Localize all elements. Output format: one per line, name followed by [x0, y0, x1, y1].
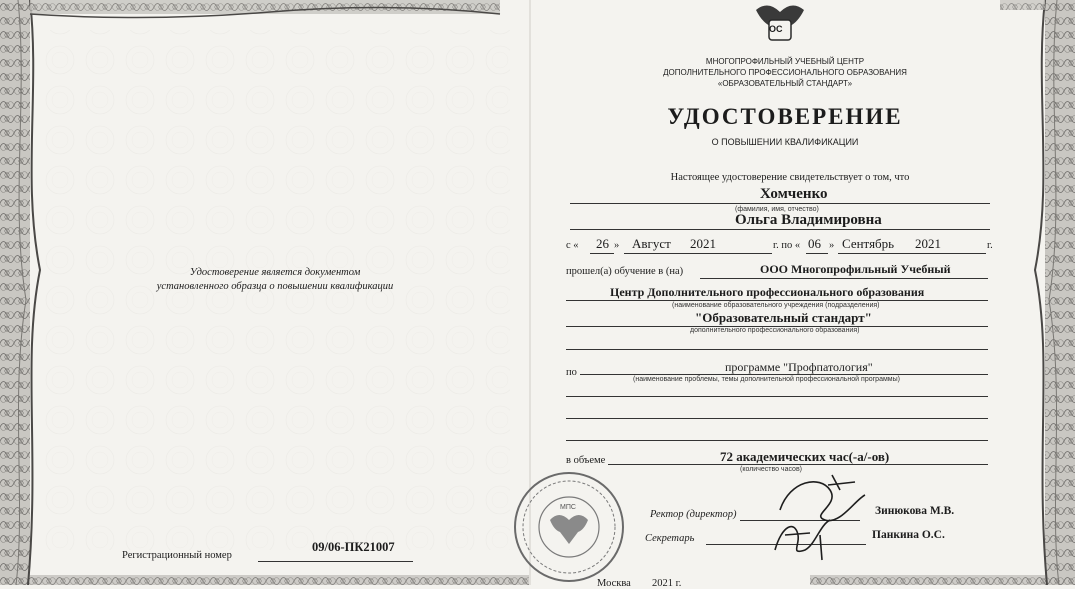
- org-line-2: ДОПОЛНИТЕЛЬНОГО ПРОФЕССИОНАЛЬНОГО ОБРАЗОВАНИЯ: [663, 68, 907, 77]
- period-from-close: »: [614, 240, 620, 251]
- secretary-label: Секретарь: [645, 533, 695, 544]
- volume-line: [608, 464, 988, 465]
- training-line-1: [700, 278, 988, 279]
- footer-city: Москва: [597, 578, 631, 589]
- document-subtitle: О ПОВЫШЕНИИ КВАЛИФИКАЦИИ: [711, 137, 859, 147]
- program-value: программе "Профпатология": [725, 360, 873, 374]
- registration-line: [258, 561, 413, 562]
- document-title: УДОСТОВЕРЕНИЕ: [667, 104, 903, 129]
- name-line: [570, 229, 990, 230]
- surname-line: [570, 203, 990, 204]
- program-caption: (наименование проблемы, темы дополнительной профессиональной программы): [633, 376, 900, 383]
- person-name: Ольга Владимировна: [735, 212, 882, 228]
- training-line-2: [566, 300, 988, 301]
- left-note-line-1: Удостоверение является документом: [189, 267, 361, 278]
- period-to-month: Сентябрь: [842, 236, 895, 251]
- org-line-3: «ОБРАЗОВАТЕЛЬНЫЙ СТАНДАРТ»: [717, 79, 853, 88]
- from-day-line: [590, 253, 614, 254]
- training-org-line-1: ООО Многопрофильный Учебный: [760, 262, 951, 276]
- stamp-label: МПС: [560, 504, 576, 511]
- to-month-line: [838, 253, 986, 254]
- to-day-line: [806, 253, 828, 254]
- period-year-suffix: г.: [987, 240, 993, 251]
- volume-label: в объеме: [566, 455, 606, 466]
- rector-name: Зинюкова М.В.: [875, 505, 955, 517]
- emblem-label: ОС: [769, 24, 783, 34]
- footer-year: 2021 г.: [652, 578, 682, 589]
- training-label: прошел(а) обучение в (на): [566, 266, 684, 277]
- person-caption: (фамилия, имя, отчество): [735, 206, 819, 213]
- intro-text: Настоящее удостоверение свидетельствует о том, что: [670, 172, 910, 183]
- training-org-caption: (наименование образовательного учреждения (подразделения): [672, 302, 880, 309]
- training-org-line-3: "Образовательный стандарт": [695, 310, 872, 325]
- emblem-icon: [750, 0, 810, 46]
- registration-number: 09/06-ПК21007: [312, 540, 395, 554]
- period-to-prefix: г. по «: [773, 240, 801, 251]
- program-label: по: [566, 367, 577, 378]
- training-org-caption-2: дополнительного профессионального образования): [690, 327, 860, 334]
- person-surname: Хомченко: [760, 186, 828, 202]
- period-to-day: 06: [808, 236, 821, 251]
- secretary-name: Панкина О.С.: [872, 529, 945, 541]
- training-org-line-2: Центр Дополнительного профессионального образования: [610, 285, 925, 299]
- program-line-4: [566, 440, 988, 441]
- period-to-year: 2021: [915, 236, 941, 251]
- program-line-2: [566, 396, 988, 397]
- volume-value: 72 академических час(-а/-ов): [720, 449, 890, 464]
- left-note-line-2: установленного образца о повышении квалификации: [156, 281, 394, 292]
- from-month-line: [624, 253, 772, 254]
- period-from-day: 26: [596, 236, 609, 251]
- program-line-3: [566, 418, 988, 419]
- period-from-prefix: с «: [566, 240, 579, 251]
- registration-label: Регистрационный номер: [122, 550, 232, 561]
- period-from-year: 2021: [690, 236, 716, 251]
- left-note: [120, 266, 430, 294]
- period-to-close: »: [829, 240, 835, 251]
- org-header: [610, 56, 960, 89]
- round-stamp-icon: [512, 470, 627, 585]
- period-from-month: Август: [632, 236, 671, 251]
- org-line-1: МНОГОПРОФИЛЬНЫЙ УЧЕБНЫЙ ЦЕНТР: [705, 57, 865, 66]
- secretary-signature-icon: [760, 505, 850, 565]
- training-line-4: [566, 349, 988, 350]
- rector-label: Ректор (директор): [650, 509, 737, 520]
- program-line: [580, 374, 988, 375]
- volume-caption: (количество часов): [740, 466, 802, 473]
